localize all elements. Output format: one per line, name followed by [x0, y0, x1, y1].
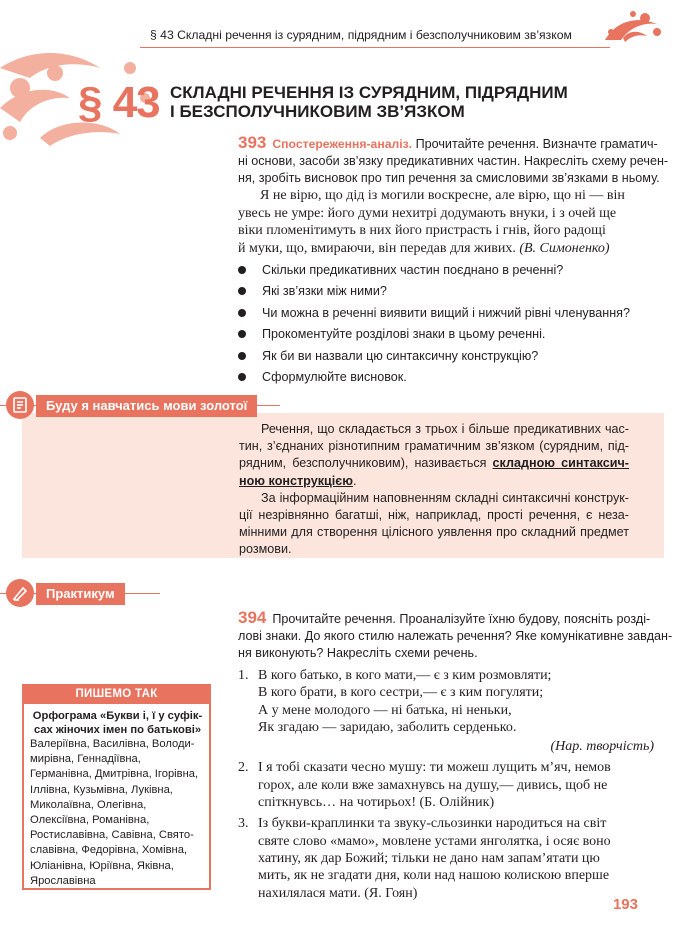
list-item: 1. В кого батько, в кого мати,— є з ким розмовляти; В кого брати, в кого сестри,— є з ким погуляти; А у мене молодого — ні батька, ні неньки, Як згадаю — заридаю, заболить серденько. (Нар. творчість) [238, 668, 654, 755]
task-text: ня виконують? Накресліть схеми речень. [238, 646, 478, 660]
section-number: § 43 [78, 78, 160, 127]
sidebar-subtitle: Орфограма «Букви і, ї у суфік-сах жіночих імен по батькові» [32, 710, 203, 736]
task-text: ня, зробіть висновок про тип речення за смисловими зв’язками в ньому. [238, 171, 660, 185]
task-text: лові знаки. До якого стилю належать речення? Яке комунікативне завдан- [238, 629, 673, 643]
task-text: Прочитайте речення. Визначте граматич- [415, 137, 658, 151]
exercise-393-text [238, 187, 658, 257]
section-title [170, 83, 590, 121]
bullet-icon [238, 266, 246, 274]
list-item: Скільки предикативних частин поєднано в реченні? [238, 259, 658, 281]
list-item: Сформулюйте висновок. [238, 367, 658, 389]
section-title-line: СКЛАДНІ РЕЧЕННЯ ІЗ СУРЯДНИМ, ПІДРЯДНИМ [170, 83, 568, 102]
running-head: § 43 Складні речення із сурядним, підрядним і безсполучниковим зв’язком [150, 28, 572, 42]
book-icon [6, 391, 34, 419]
bullet-icon [238, 330, 246, 338]
exercise-number: 393 [238, 133, 267, 152]
rule-paragraph: За інформаційним наповненням складні синтаксичні конструк-ції незрівнянно багатші, ніж, наприклад, прості речення, є неза-мінними для створення цілісного уявлення про складний предмет розмови. [239, 490, 629, 557]
task-text: Прочитайте речення. Проаналізуйте їхню будову, поясніть розді- [272, 612, 651, 626]
list-item: Чи можна в реченні виявити вищий і нижчий рівні членування? [238, 302, 658, 324]
rule-tag: Буду я навчатись мови золотої [36, 395, 257, 417]
bullet-icon [238, 287, 246, 295]
practicum-tag: Практикум [36, 583, 125, 605]
exercise-394-task [238, 608, 673, 662]
list-item: Прокоментуйте розділові знаки в цьому реченні. [238, 324, 658, 346]
task-text: ні основи, засоби зв’язку предикативних частин. Накресліть схему речен- [238, 154, 669, 168]
text-line: віки пломенітимуть в них його пристрасть і гнів, його радощі [238, 223, 606, 238]
page-number: 193 [612, 896, 638, 913]
bullet-icon [238, 309, 246, 317]
list-item: Як би ви назвали цю синтаксичну конструкцію? [238, 345, 658, 367]
sidebar-body: Валеріївна, Василівна, Володи-мирівна, Геннадіївна, Германівна, Дмитрівна, Ігорівна, Іллівна, Кузьмівна, Луківна, Миколаївна, Олегівна, Олексіївна, Романівна, Ростиславівна, Савівна, Свято-славівна, Федорівна, Хомівна, Юліанівна, Юріївна, Яківна, Ярославівна [30, 738, 199, 887]
list-item: Які зв’язки між ними? [238, 281, 658, 303]
section-title-line: І БЕЗСПОЛУЧНИКОВИМ ЗВ’ЯЗКОМ [170, 102, 465, 121]
example-list [238, 667, 658, 902]
text-line: увесь не умре: його думи нехитрі додумають внуки, і з очей ще [238, 205, 617, 221]
bullet-icon [238, 352, 246, 360]
exercise-label: Спостереження-аналіз. [272, 137, 413, 151]
author: (В. Симоненко) [519, 240, 610, 256]
exercise-393-task [238, 133, 669, 187]
pen-hand-icon [6, 579, 34, 607]
header-divider [140, 47, 610, 48]
questions-list [238, 259, 658, 388]
exercise-number: 394 [238, 608, 267, 627]
text-line: Я не вірю, що дід із могили воскресне, але вірю, що ні — він [260, 188, 625, 203]
list-item: 2. І я тобі сказати чесно мушу: ти можеш лущить м’яч, немов горох, але коли вже замахнувсь на душу,— дивись, щоб не спіткнувсь… на чотирьох! (Б. Олійник) [238, 760, 611, 811]
text-line: й муки, що, вмираючи, він передав для живих. [238, 240, 516, 256]
list-item: 3. Із букви-краплинки та звуку-сльозинки народиться на світ святе слово «мамо», мовлене устами янголятка, і осяє воно хатину, як дар Божий; тільки не дано нам запам’ятати цю мить, як не згадати дня, коли над нашою колискою вперше нахилялася мати. (Я. Гоян) [238, 816, 611, 901]
rule-paragraph: Речення, що складається з трьох і більше предикативних час-тин, з’єднаних різнотипним граматичним зв’язком (сурядним, під-рядним, безсполучниковим), називається складною синтаксич-ною конструкцією. [239, 422, 629, 488]
flower-ornament-icon [597, 10, 667, 55]
sidebar-title: ПИШЕМО ТАК [22, 684, 211, 704]
bullet-icon [238, 373, 246, 381]
term-highlight: складною синтаксич-ною конструкцією [239, 456, 629, 488]
rule-text [239, 421, 629, 559]
source: (Нар. творчість) [550, 739, 654, 755]
